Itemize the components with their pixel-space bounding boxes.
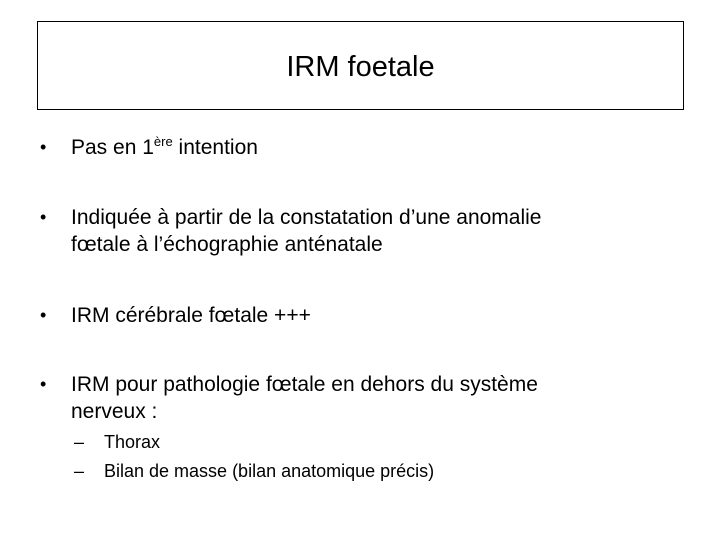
superscript: ère xyxy=(153,134,173,149)
sub-item-1 xyxy=(74,431,674,453)
bullet-text xyxy=(71,134,680,163)
bullet-item-2 xyxy=(40,204,680,258)
bullet-text: IRM cérébrale fœtale +++ xyxy=(71,304,311,327)
bullet-line: nerveux : xyxy=(71,400,158,423)
bullet-text xyxy=(71,204,680,258)
bullet-item-1 xyxy=(40,134,680,163)
bullet-text-part: Pas en 1 xyxy=(71,136,154,159)
bullet-marker: • xyxy=(40,207,47,227)
bullet-text-part: intention xyxy=(172,136,258,159)
bullet-marker: • xyxy=(40,137,47,157)
bullet-marker: • xyxy=(40,374,47,394)
bullet-item-4 xyxy=(40,371,680,425)
sub-item-marker: – xyxy=(74,432,85,452)
sub-item-marker: – xyxy=(74,461,85,481)
bullet-line: IRM pour pathologie fœtale en dehors du système xyxy=(71,373,538,396)
bullet-item-3 xyxy=(40,302,680,329)
sub-item-text: Bilan de masse (bilan anatomique précis) xyxy=(104,461,435,481)
title-box xyxy=(37,21,684,110)
slide-title: IRM foetale xyxy=(286,51,435,83)
bullet-line: fœtale à l’échographie anténatale xyxy=(71,233,383,256)
bullet-line: Indiquée à partir de la constatation d’une anomalie xyxy=(71,206,542,229)
sub-item-2 xyxy=(74,460,674,482)
bullet-text xyxy=(71,371,680,425)
bullet-marker: • xyxy=(40,305,47,325)
sub-item-text: Thorax xyxy=(104,432,161,452)
